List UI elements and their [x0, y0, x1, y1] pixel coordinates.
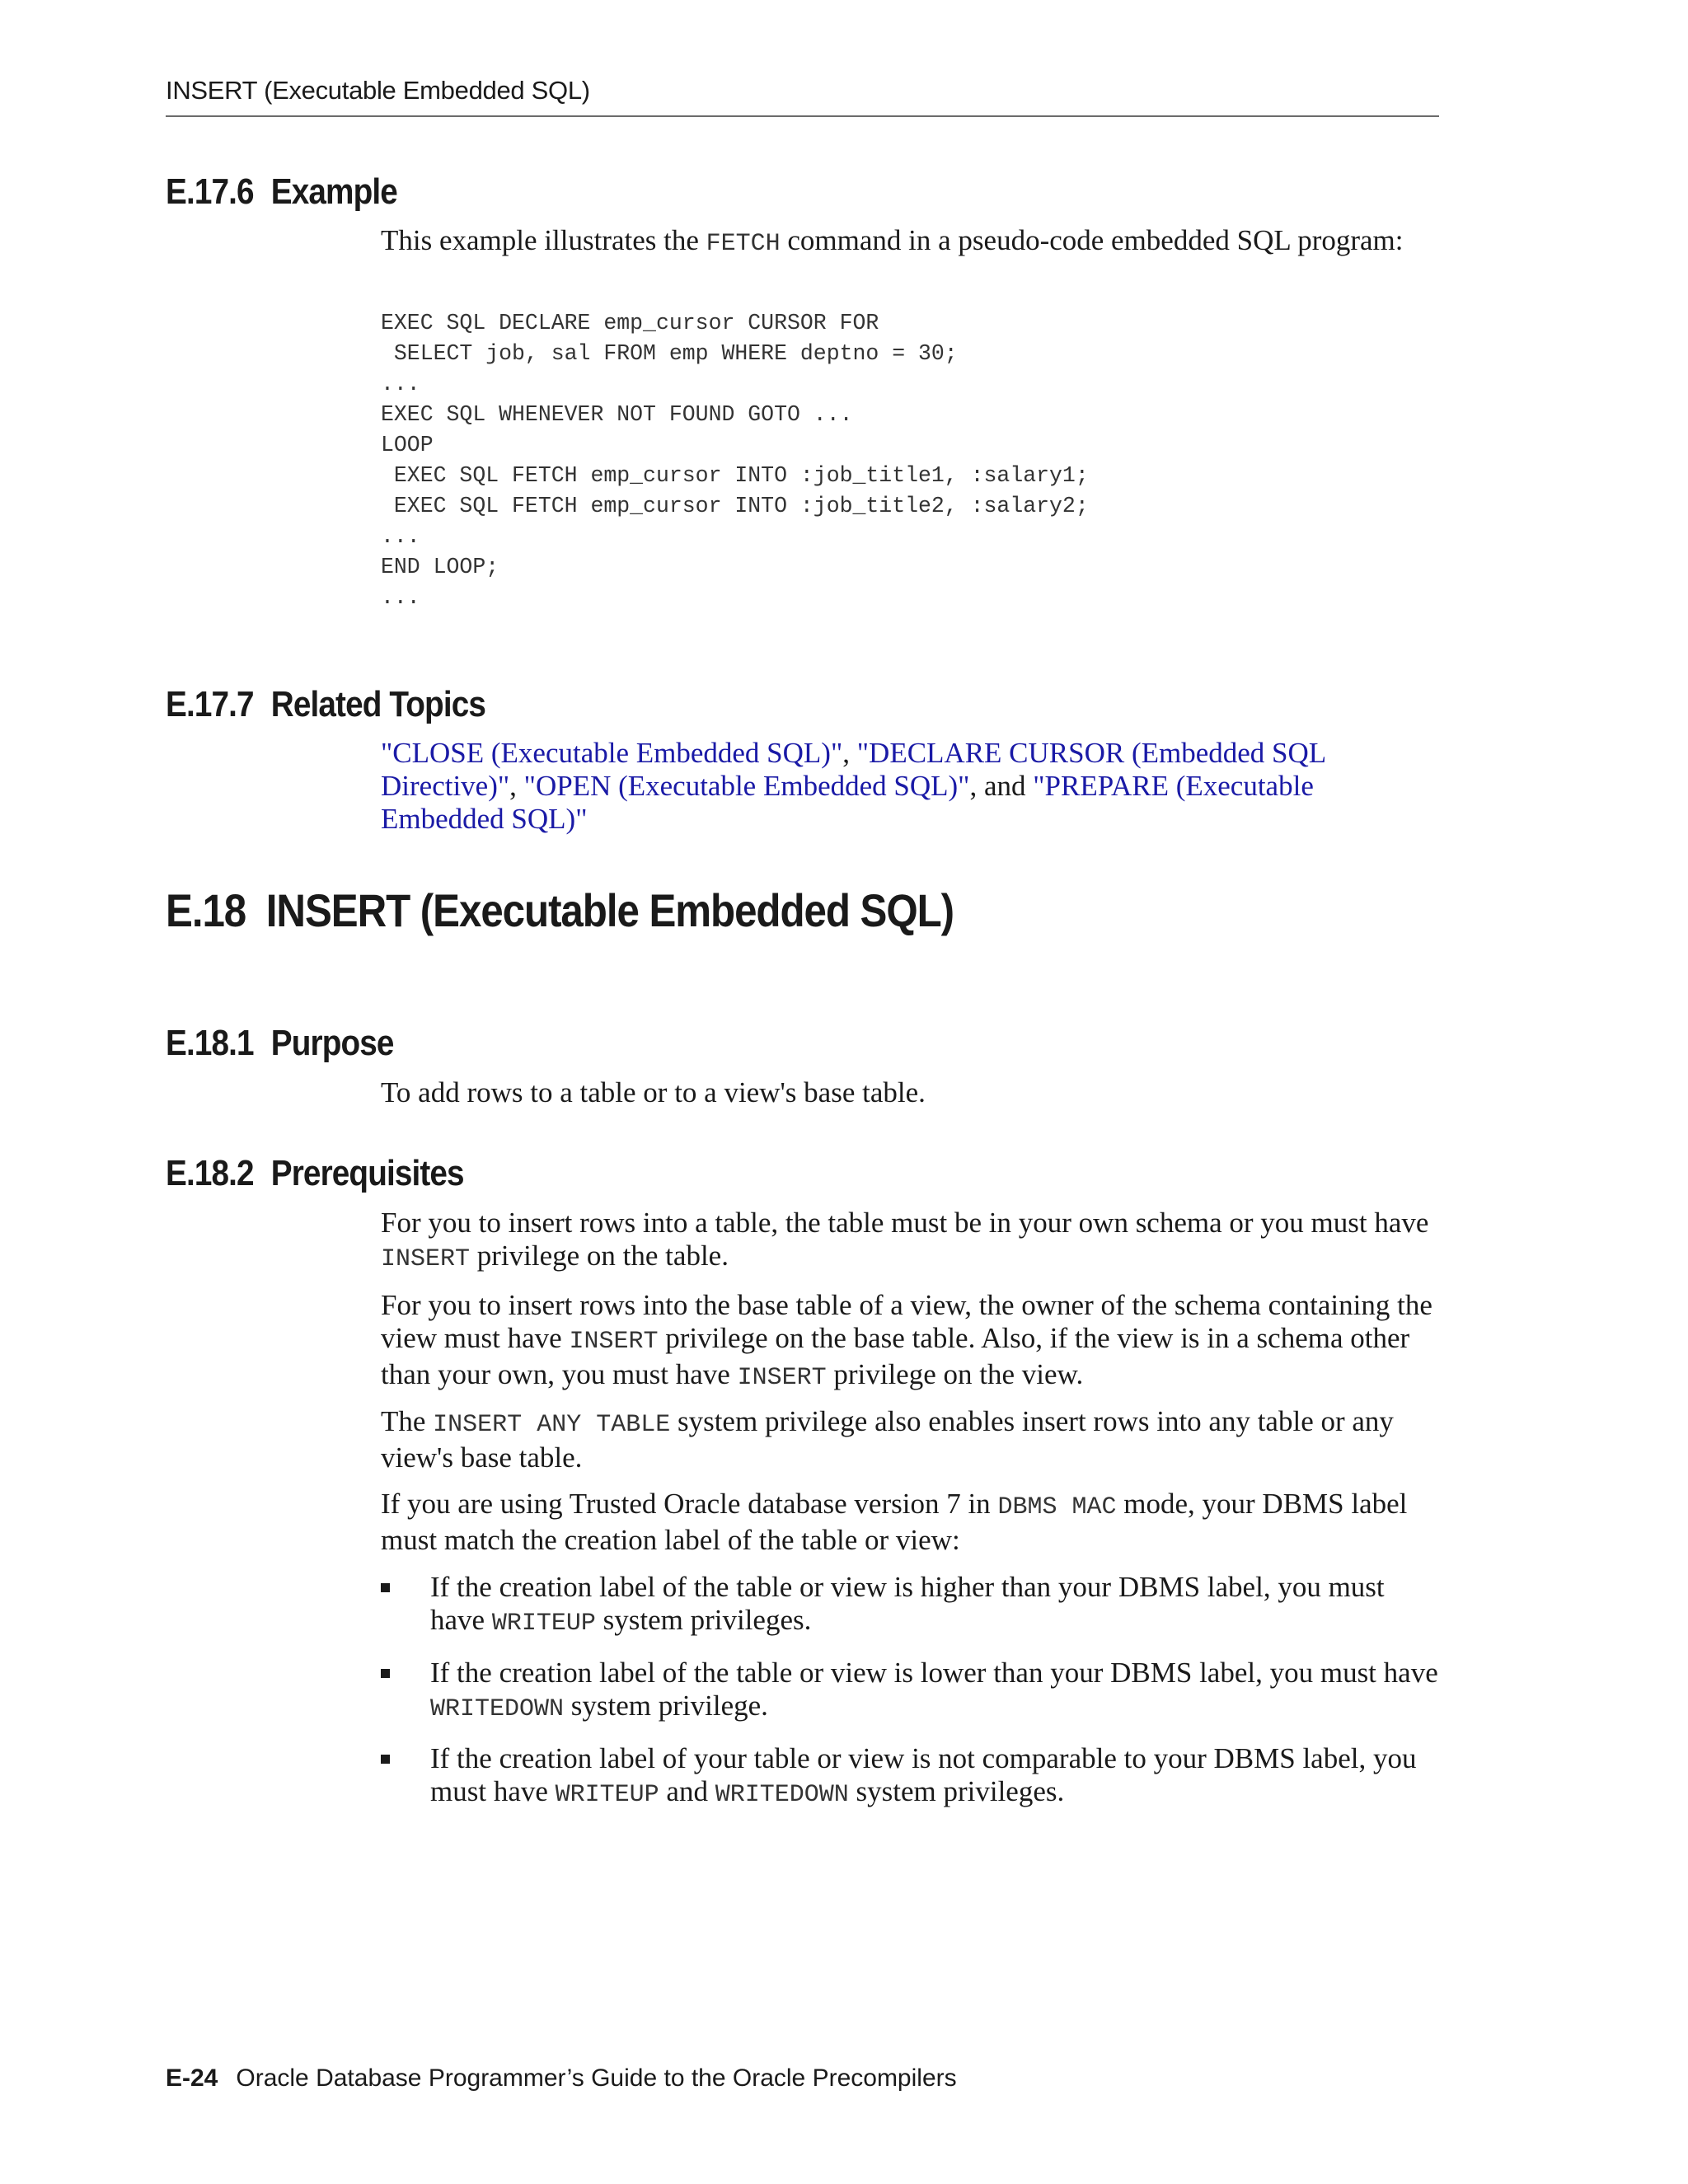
- text-run: system privileges.: [595, 1604, 812, 1636]
- text-run: system privilege also enables insert rows into any table or any view's base table.: [381, 1405, 1394, 1474]
- link-prepare[interactable]: "PREPARE (Executable Embedded SQL)": [381, 770, 1314, 835]
- text-run: system privileges.: [848, 1775, 1065, 1807]
- inline-code: WRITEDOWN: [715, 1781, 849, 1809]
- text-run: privilege on the table.: [470, 1240, 729, 1272]
- square-bullet-icon: [381, 1583, 390, 1592]
- section-title: Related Topics: [270, 684, 486, 724]
- text-run: , and: [969, 770, 1034, 802]
- section-number: E.18.2: [166, 1153, 254, 1193]
- section-number: E.18: [166, 884, 246, 936]
- code-line: END LOOP;: [381, 555, 499, 579]
- inline-code: WRITEUP: [491, 1610, 596, 1638]
- header-rule: [166, 115, 1439, 117]
- section-title: Purpose: [270, 1023, 394, 1063]
- text-run: mode, your DBMS label must match the creation label of the table or view:: [381, 1488, 1408, 1556]
- square-bullet-icon: [381, 1755, 390, 1764]
- code-line: EXEC SQL WHENEVER NOT FOUND GOTO ...: [381, 402, 853, 427]
- text-run: command in a pseudo-code embedded SQL program:: [780, 224, 1404, 256]
- prereq-paragraph-1: [381, 1207, 1444, 1276]
- inline-code: INSERT: [737, 1364, 827, 1392]
- section-title: INSERT (Executable Embedded SQL): [265, 884, 954, 936]
- text-run: ,: [842, 737, 857, 769]
- code-line: SELECT job, sal FROM emp WHERE deptno = 30;: [381, 341, 958, 366]
- related-topics-paragraph: [381, 737, 1444, 836]
- link-open[interactable]: "OPEN (Executable Embedded SQL)": [523, 770, 970, 802]
- code-line: ...: [381, 524, 420, 549]
- text-run: This example illustrates the: [381, 224, 706, 256]
- inline-code: WRITEUP: [555, 1781, 659, 1809]
- text-run: If you are using Trusted Oracle database version 7 in: [381, 1488, 998, 1520]
- list-item: [381, 1742, 1444, 1811]
- list-item: [381, 1571, 1444, 1640]
- text-run: privilege on the base table. Also, if the view is in a schema other than your own, you must have: [381, 1322, 1410, 1390]
- section-heading-example: [166, 171, 397, 213]
- code-line: EXEC SQL FETCH emp_cursor INTO :job_title2, :salary2;: [381, 494, 1089, 518]
- code-example: [381, 308, 1089, 613]
- list-item: [381, 1657, 1444, 1726]
- inline-code: INSERT: [381, 1245, 471, 1273]
- inline-code: WRITEDOWN: [430, 1695, 565, 1723]
- text-run: For you to insert rows into a table, the table must be in your own schema or you must have: [381, 1207, 1429, 1239]
- prereq-paragraph-2: [381, 1289, 1444, 1394]
- text-run: privilege on the view.: [826, 1358, 1084, 1390]
- text-run: If the creation label of the table or view is higher than your DBMS label, you must have: [430, 1571, 1385, 1636]
- text-run: If the creation label of your table or view is not comparable to your DBMS label, you must have: [430, 1742, 1417, 1807]
- code-line: EXEC SQL DECLARE emp_cursor CURSOR FOR: [381, 311, 879, 335]
- section-heading-related-topics: [166, 684, 485, 725]
- page-number: E-24: [166, 2064, 218, 2092]
- text-run: The: [381, 1405, 434, 1437]
- chapter-heading-insert: [166, 883, 954, 937]
- inline-code: INSERT ANY TABLE: [433, 1411, 671, 1439]
- section-heading-prerequisites: [166, 1153, 464, 1194]
- section-number: E.18.1: [166, 1023, 254, 1063]
- page-footer: [166, 2064, 957, 2093]
- text-run: For you to insert rows into the base table of a view, the owner of the schema containing the view must have: [381, 1289, 1432, 1354]
- link-declare-cursor[interactable]: "DECLARE CURSOR (Embedded SQL Directive)": [381, 737, 1325, 802]
- inline-code: DBMS MAC: [997, 1493, 1117, 1521]
- text-run: If the creation label of the table or view is lower than your DBMS label, you must have: [430, 1657, 1438, 1689]
- book-title: Oracle Database Programmer’s Guide to the Oracle Precompilers: [236, 2064, 957, 2092]
- prereq-paragraph-3: [381, 1405, 1444, 1474]
- code-line: LOOP: [381, 433, 434, 457]
- running-header: INSERT (Executable Embedded SQL): [166, 76, 590, 105]
- example-intro-paragraph: [381, 224, 1444, 260]
- square-bullet-icon: [381, 1669, 390, 1678]
- text-run: and: [659, 1775, 715, 1807]
- inline-code: FETCH: [706, 230, 781, 258]
- inline-code: INSERT: [569, 1328, 659, 1356]
- text-run: ,: [509, 770, 524, 802]
- link-close[interactable]: "CLOSE (Executable Embedded SQL)": [381, 737, 843, 769]
- code-line: ...: [381, 585, 420, 610]
- section-title: Example: [270, 171, 397, 212]
- section-number: E.17.7: [166, 684, 254, 724]
- prereq-paragraph-4: [381, 1488, 1444, 1557]
- section-number: E.17.6: [166, 171, 254, 212]
- text-run: system privilege.: [564, 1690, 768, 1722]
- section-title: Prerequisites: [270, 1153, 464, 1193]
- code-line: ...: [381, 372, 420, 396]
- label-rules-list: [381, 1571, 1444, 1828]
- section-heading-purpose: [166, 1023, 394, 1064]
- purpose-paragraph: To add rows to a table or to a view's base table.: [381, 1076, 926, 1108]
- code-line: EXEC SQL FETCH emp_cursor INTO :job_title1, :salary1;: [381, 463, 1089, 488]
